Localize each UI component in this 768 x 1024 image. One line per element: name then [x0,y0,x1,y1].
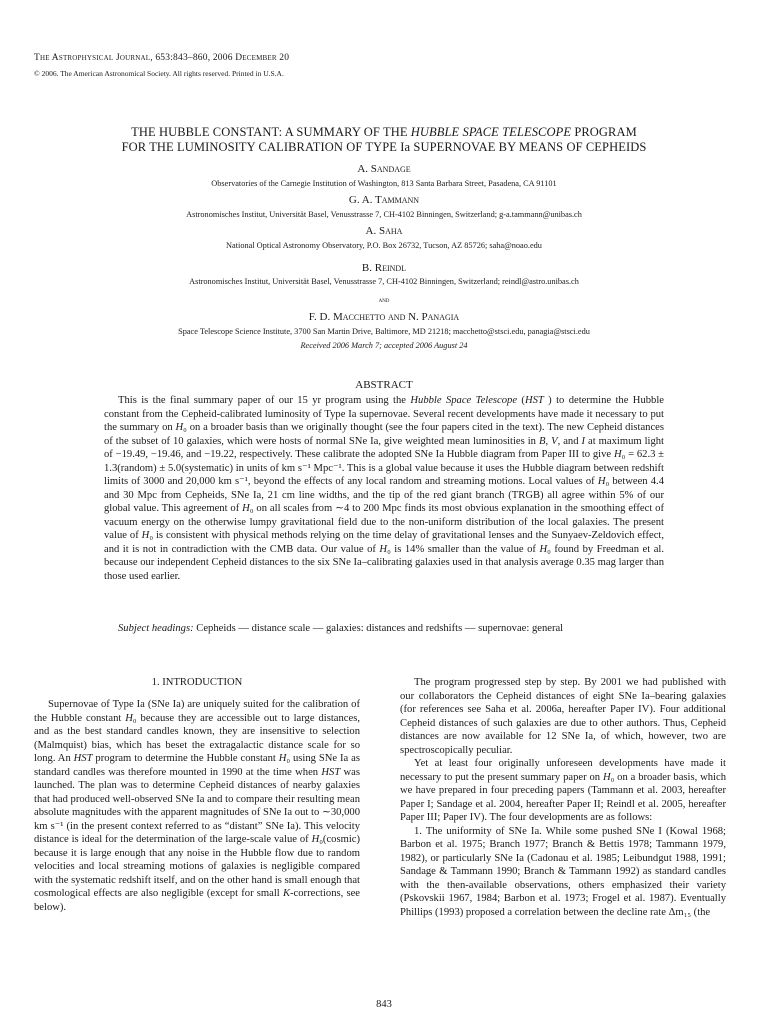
author-affiliation: Space Telescope Science Institute, 3700 San Martin Drive, Baltimore, MD 21218; macchetto@stsci.edu, panagia@stsci.edu [178,327,590,336]
received-dates: Received 2006 March 7; accepted 2006 August 24 [300,341,468,350]
left-column [34,698,360,914]
author-affiliation: National Optical Astronomy Observatory, P.O. Box 26732, Tucson, AZ 85726; saha@noao.edu [226,241,542,250]
subject-headings: Subject headings: Cepheids — distance scale — galaxies: distances and redshifts — supernovae: general [118,623,564,634]
paragraph: 1. The uniformity of SNe Ia. While some pushed SNe I (Kowal 1968; Barbon et al. 1975; Branch 1977; Branch & Bettis 1978; Tammann 1979, 1982), or particularly SNe Ia (Cadonau et al. 1985; Leibundgut 1988, 1991; Sandage & Tammann 1990; Branch & Tammann 1992) as standard candles with the then-available observations, others emphasized their variety (Pskovskii 1967, 1984; Barbon et al. 1973; Frogel et al. 1987). Eventually Phillips (1993) proposed a correlation between the decline rate Δm₁₅ (the [400,825,726,918]
section-heading-introduction: 1. INTRODUCTION [151,677,243,688]
author-name: B. Reindl [361,262,407,274]
author-name: F. D. Macchetto and N. Panagia [308,311,460,323]
author-name: A. Sandage [357,163,411,175]
journal-line: The Astrophysical Journal, 653:843–860, 2006 December 20 [34,53,290,63]
author-name: G. A. Tammann [348,194,420,206]
author-affiliation: Observatories of the Carnegie Institution of Washington, 813 Santa Barbara Street, Pasadena, CA 91101 [211,179,557,188]
paragraph: Yet at least four originally unforeseen developments have made it necessary to put the present summary paper on H₀ on a broader basis, which we have prepared in four preceding papers (Tammann et al. 2003, hereafter Paper I; Sandage et al. 2004, hereafter Paper II; Reindl et al. 2005, hereafter Paper III; Paper IV). The four developments are as follows: [400,758,726,823]
author-name: A. Saha [365,225,403,237]
copyright-line: © 2006. The American Astronomical Society. All rights reserved. Printed in U.S.A. [34,69,284,78]
and-separator: and [378,295,390,304]
author-affiliation: Astronomisches Institut, Universität Basel, Venusstrasse 7, CH-4102 Binningen, Switzerland; g-a.tammann@unibas.ch [186,210,582,219]
abstract-heading: ABSTRACT [355,379,413,391]
paragraph: The program progressed step by step. By 2001 we had published with our collaborators the Cepheid distances of eight SNe Ia–bearing galaxies (for references see Saha et al. 2006a, hereafter Paper IV). Four additional Cepheid distances of such galaxies are due to other authors. Thus, Cepheid distances are now available for 12 SNe Ia, of which, however, two are spectroscopically peculiar. [400,677,726,756]
paragraph: Supernovae of Type Ia (SNe Ia) are uniquely suited for the calibration of the Hubble constant H₀ because they are accessible out to large distances, and as the best standard candles known, they are insensitive to selection (Malmquist) bias, which has beset the extragalactic distance scale for so long. An HST program to determine the Hubble constant H₀ using SNe Ia as standard candles was therefore mounted in 1990 at the time when HST was launched. The plan was to determine Cepheid distances of nearby galaxies that had produced well-observed SNe Ia and to compare their resulting mean absolute magnitudes with the apparent magnitudes of SNe Ia out to ∼30,000 km s⁻¹ (in the present context referred to as “distant” SNe Ia). This velocity distance is ideal for the determination of the large-scale value of H₀(cosmic) because it is large enough that any noise in the Hubble flow due to random velocities and local streaming motions of galaxies is negligible compared with the systematic redshift itself, and on the other hand is small enough that cosmological effects are also negligible (except for small K-corrections, see below). [34,699,360,913]
paper-title: THE HUBBLE CONSTANT: A SUMMARY OF THE HUBBLE SPACE TELESCOPE PROGRAM FOR THE LUMINOSITY CALIBRATION OF TYPE Ia SUPERNOVAE BY MEANS OF CEPHEIDS [121,125,647,154]
abstract-text: This is the final summary paper of our 15 yr program using the Hubble Space Telescope (HST ) to determine the Hubble constant from the Cepheid-calibrated luminosity of Type Ia supernovae. Several recent developments have made it necessary to put the summary on H₀ on a broader basis than we originally thought (see the four papers cited in the text). The new Cepheid distances of the subset of 10 galaxies, which were hosts of normal SNe Ia, give weighted mean luminosities in B, V, and I at maximum light of −19.49, −19.46, and −19.22, respectively. These calibrate the adopted SNe Ia Hubble diagram from Paper III to give H₀ = 62.3 ± 1.3(random) ± 5.0(systematic) in units of km s⁻¹ Mpc⁻¹. This is a global value because it uses the Hubble diagram between redshift limits of 3000 and 20,000 km s⁻¹, beyond the effects of any local random and streaming motions. Local values of H₀ between 4.4 and 30 Mpc from Cepheids, SNe Ia, 21 cm line widths, and the tip of the red giant branch (TRGB) all agree within 5% of our global value. This agreement of H₀ on all scales from ∼4 to 200 Mpc finds its most obvious explanation in the smoothing effect of vacuum energy on the otherwise lumpy gravitational field due to the non-uniform distribution of the local galaxies. The present value of H₀ is consistent with physical methods relying on the time delay of gravitational lenses and the Sunyaev-Zeldovich effect, and it is not in contradiction with the CMB data. Our value of H₀ is 14% smaller than the value of H₀ found by Freedman et al. because our independent Cepheid distances to the six SNe Ia–calibrating galaxies used in that analysis average 0.35 mag larger than those used earlier. [104,395,665,582]
author-affiliation: Astronomisches Institut, Universität Basel, Venusstrasse 7, CH-4102 Binningen, Switzerland; reindl@astro.unibas.ch [189,277,579,286]
right-column [400,676,726,919]
page-number: 843 [376,999,392,1010]
